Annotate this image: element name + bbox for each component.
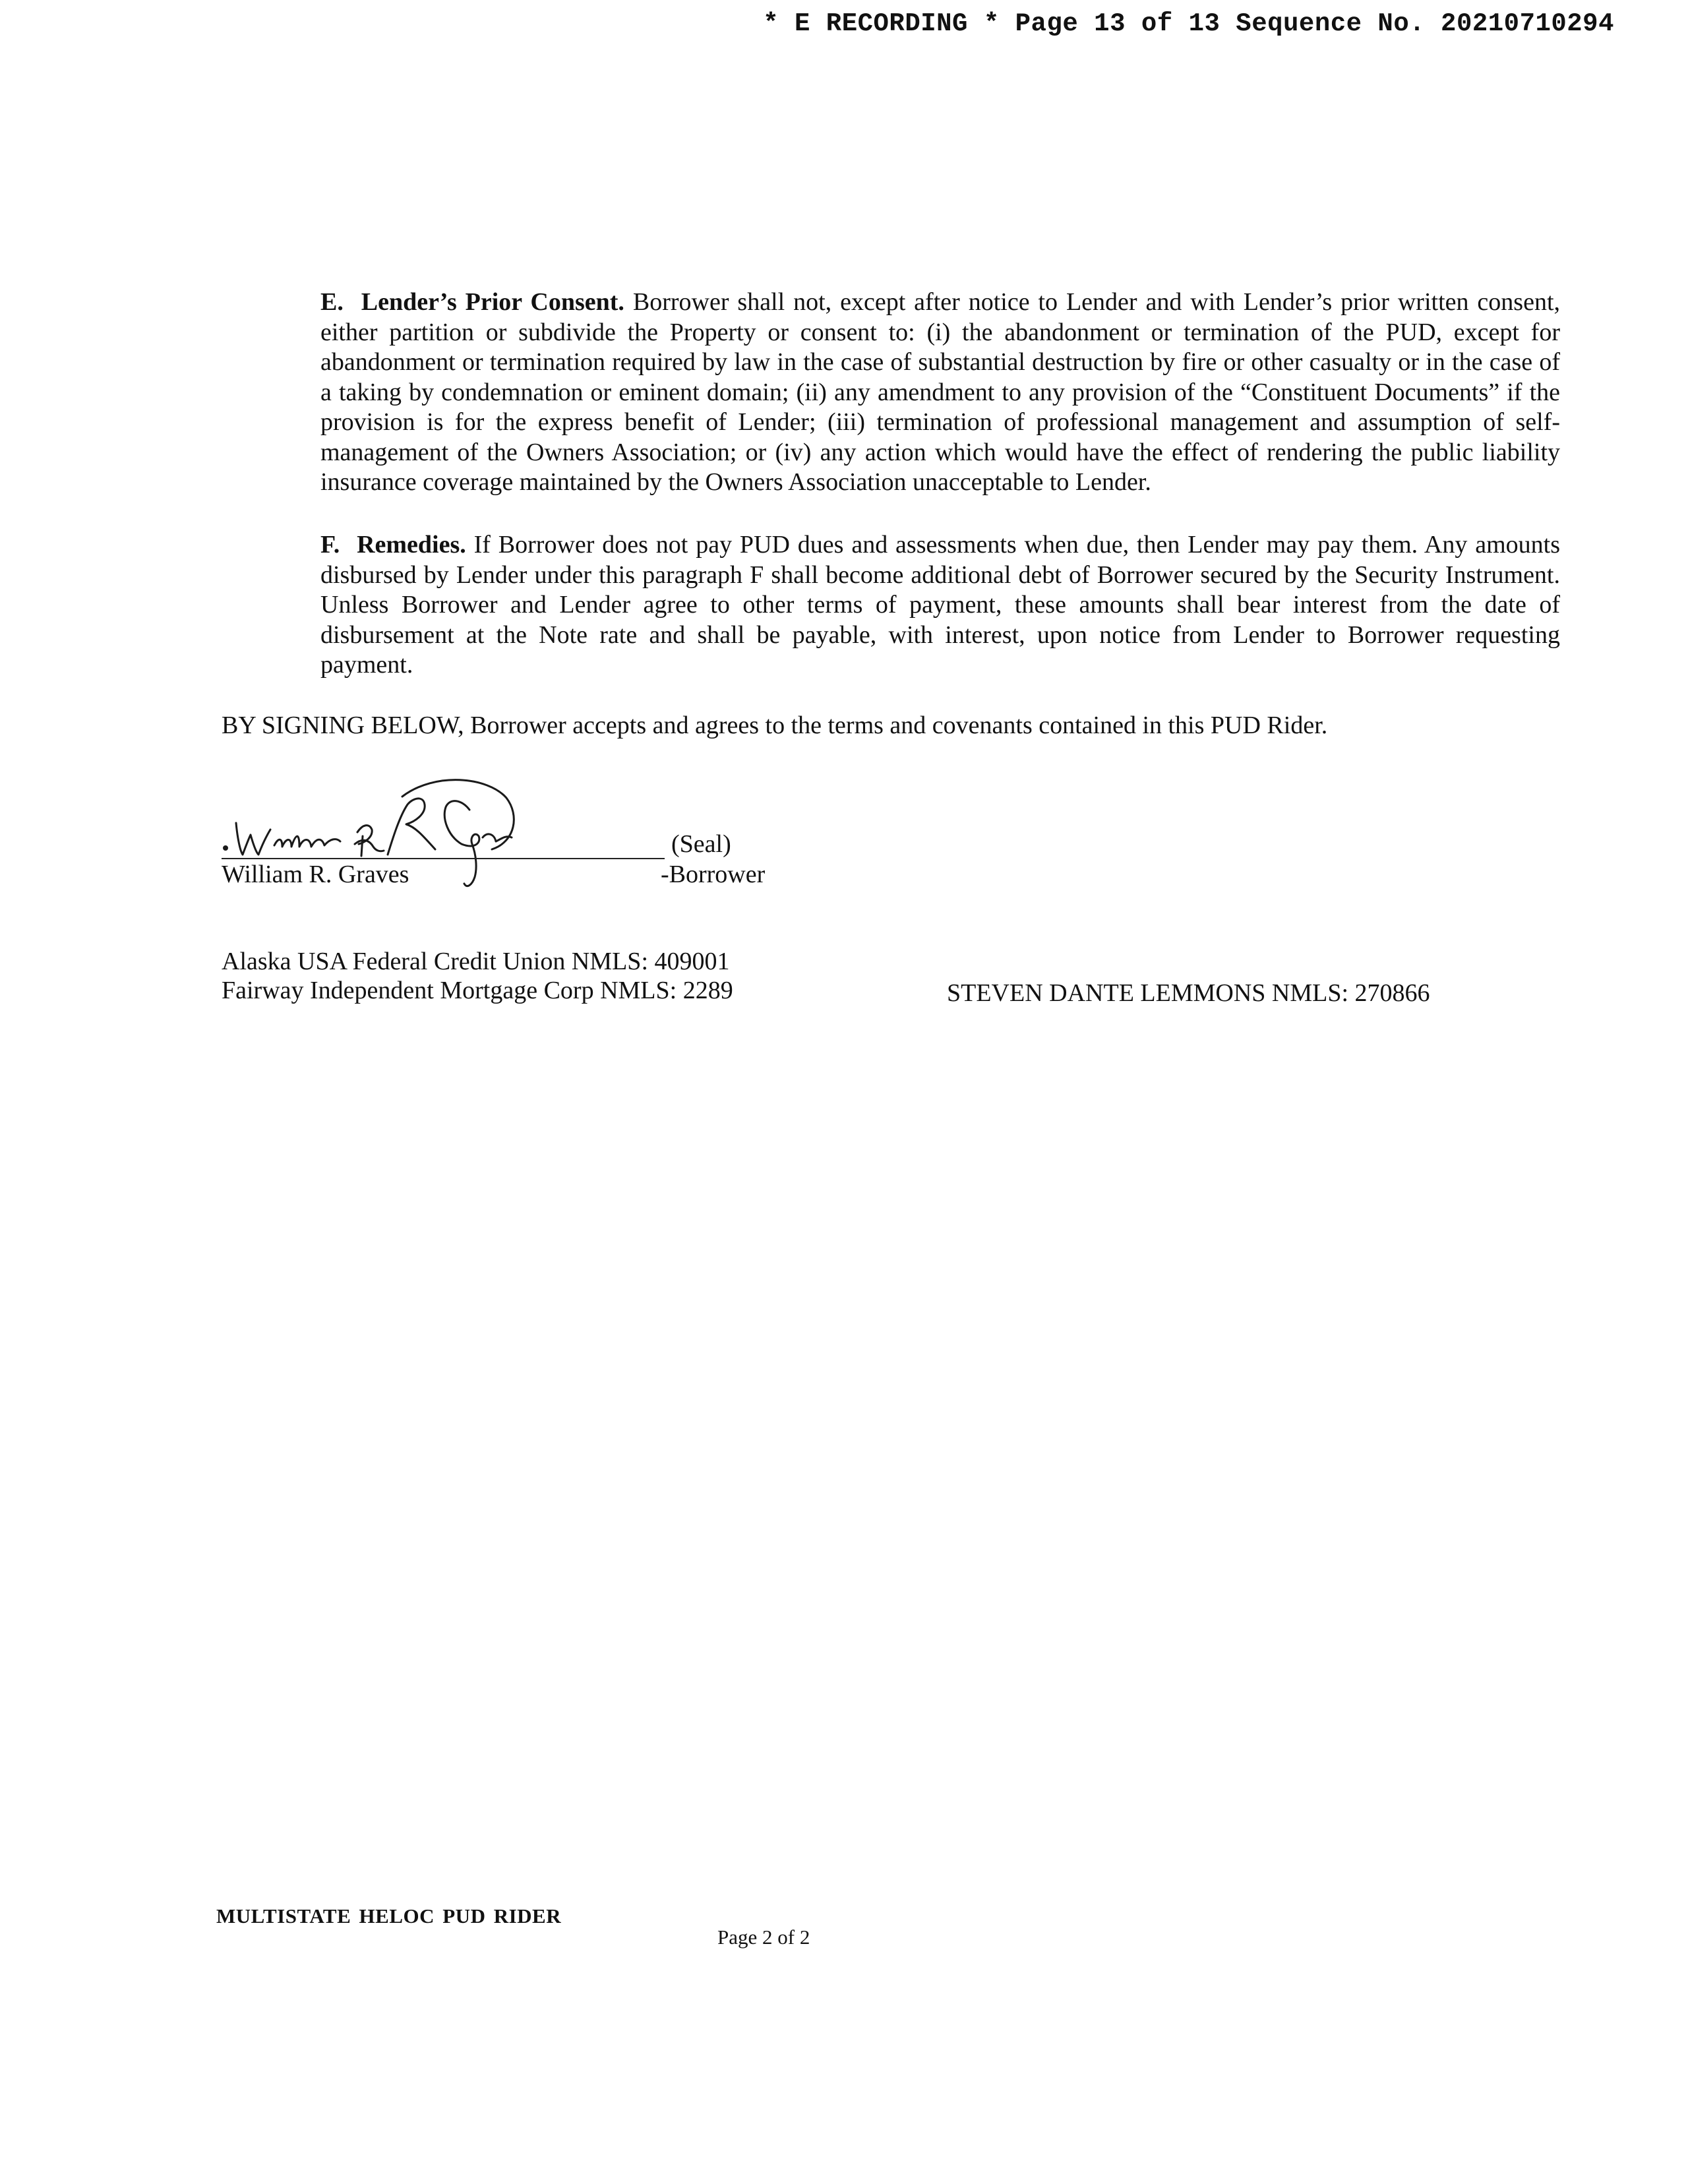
- signer-name: William R. Graves: [222, 861, 409, 888]
- section-f-text: If Borrower does not pay PUD dues and assessments when due, then Lender may pay them. Any amounts disbursed by Lender under this paragraph F shall become additional debt of Borrower secured by the Security Instrument. Unless Borrower and Lender agree to other terms of payment, these amounts shall bear interest from the date of disbursement at the Note rate and shall be payable, with interest, upon notice from Lender to Borrower requesting payment.: [320, 531, 1561, 679]
- signature-line: [222, 858, 665, 859]
- seal-label: (Seal): [671, 830, 731, 858]
- section-e-heading: Lender’s Prior Consent.: [361, 288, 624, 316]
- form-title: MULTISTATE HELOC PUD RIDER: [216, 1904, 562, 1927]
- section-f-letter: F.: [320, 531, 340, 559]
- recording-header: * E RECORDING * Page 13 of 13 Sequence No. 20210710294: [763, 9, 1614, 38]
- originator-nmls: STEVEN DANTE LEMMONS NMLS: 270866: [947, 979, 1430, 1007]
- page-number: Page 2 of 2: [717, 1926, 810, 1949]
- lender-nmls-1: Alaska USA Federal Credit Union NMLS: 409001: [222, 948, 730, 975]
- section-f-heading: Remedies.: [357, 531, 466, 559]
- section-f-paragraph: [222, 530, 1560, 681]
- borrower-role: -Borrower: [661, 861, 766, 888]
- lender-nmls-2: Fairway Independent Mortgage Corp NMLS: 2289: [222, 977, 733, 1004]
- section-e-text: Borrower shall not, except after notice to Lender and with Lender’s prior written consent, either partition or subdivide the Property or consent to: (i) the abandonment or termination of the PUD, except for abandonment or termination required by law in the case of substantial destruction by fire or other casualty or in the case of a taking by condemnation or eminent domain; (ii) any amendment to any provision of the “Constituent Documents” if the provision is for the express benefit of Lender; (iii) termination of professional management and assumption of self-management of the Owners Association; or (iv) any action which would have the effect of rendering the public liability insurance coverage maintained by the Owners Association unacceptable to Lender.: [320, 288, 1561, 496]
- section-e-paragraph: [222, 288, 1560, 498]
- section-e-letter: E.: [320, 288, 344, 316]
- signing-statement: BY SIGNING BELOW, Borrower accepts and agrees to the terms and covenants contained in this PUD Rider.: [222, 712, 1328, 739]
